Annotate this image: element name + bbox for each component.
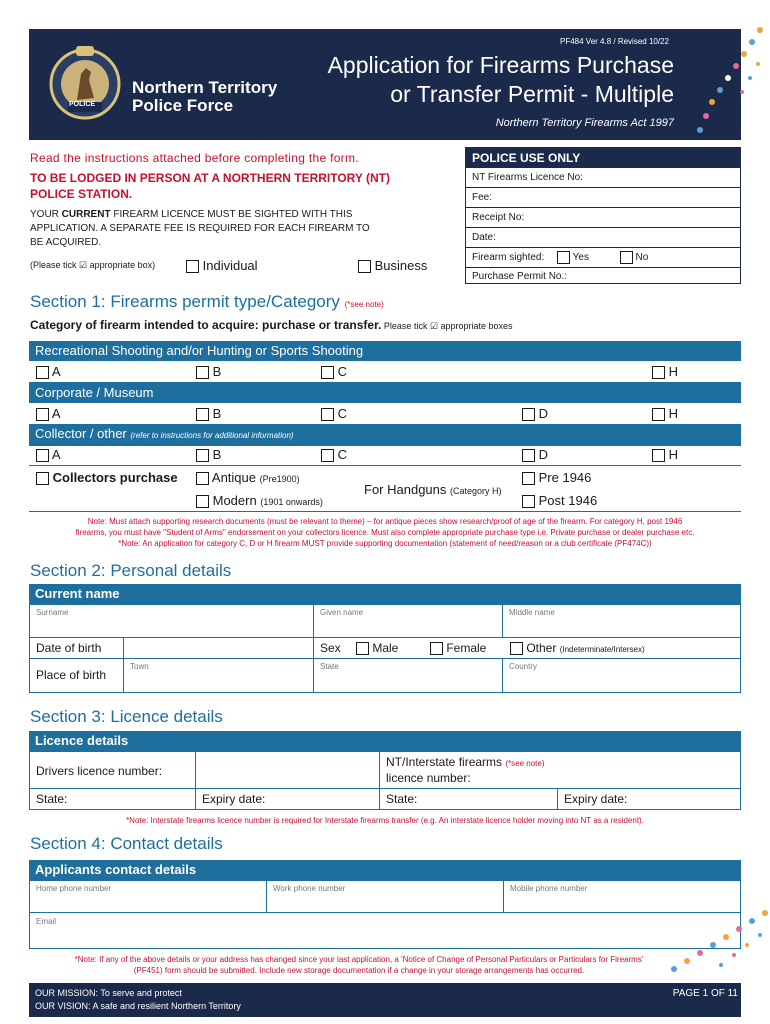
recreational-bar: Recreational Shooting and/or Hunting or Sports Shooting bbox=[29, 341, 741, 361]
coll-cat-b[interactable]: B bbox=[196, 447, 221, 462]
country-field[interactable]: Country bbox=[502, 658, 741, 693]
rec-c-checkbox[interactable] bbox=[321, 366, 334, 379]
coll-cat-h[interactable]: H bbox=[652, 447, 678, 462]
post1946-checkbox[interactable] bbox=[522, 495, 535, 508]
corp-c-checkbox[interactable] bbox=[321, 408, 334, 421]
rec-cat-a[interactable]: A bbox=[36, 364, 61, 379]
firearms-expiry-field[interactable]: Expiry date: bbox=[557, 788, 741, 810]
current-name-bar: Current name bbox=[29, 584, 741, 604]
applicant-individual[interactable]: Individual bbox=[186, 258, 258, 273]
business-checkbox[interactable] bbox=[358, 260, 371, 273]
given-name-field[interactable]: Given name bbox=[313, 604, 503, 638]
corp-cat-a[interactable]: A bbox=[36, 406, 61, 421]
sighted-no[interactable]: No bbox=[620, 252, 649, 263]
licence-no-field[interactable]: NT Firearms Licence No: bbox=[466, 168, 740, 188]
female-checkbox[interactable] bbox=[430, 642, 443, 655]
sex-row bbox=[313, 637, 741, 659]
pob-label: Place of birth bbox=[29, 658, 124, 693]
decorative-dots-icon bbox=[680, 20, 770, 150]
rec-cat-h[interactable]: H bbox=[652, 364, 678, 379]
pre1946-option[interactable]: Pre 1946 bbox=[522, 470, 591, 485]
corp-cat-b[interactable]: B bbox=[196, 406, 221, 421]
firearm-sighted-row: Firearm sighted: Yes No bbox=[466, 248, 740, 268]
pre1946-checkbox[interactable] bbox=[522, 472, 535, 485]
collectors-purchase-row bbox=[29, 466, 741, 512]
coll-cat-a[interactable]: A bbox=[36, 447, 61, 462]
section1-note: Note: Must attach supporting research documents (must be relevant to theme) – for antique pieces show research/proof of age of the firearm. For category H, post 1946 firearms, you must have "Student of Arms" endorsement on your collectors licence. Must also complete appropriate purchase type i.e. Private purchase or dealer purchase etc. *Note: An application for category C, D or H firearm MUST provide supporting documentation (statement of need/reason or a club certificate (PF474C)) bbox=[75, 517, 695, 548]
dob-label: Date of birth bbox=[29, 637, 124, 659]
sex-female[interactable]: Female bbox=[430, 641, 486, 655]
email-field[interactable]: Email bbox=[29, 912, 741, 949]
sighted-yes[interactable]: Yes bbox=[557, 252, 589, 263]
form-title: Application for Firearms Purchase or Transfer Permit - Multiple bbox=[327, 52, 674, 107]
badge-label: POLICE bbox=[69, 101, 96, 108]
section2-title: Section 2: Personal details bbox=[30, 561, 232, 580]
sighted-no-checkbox[interactable] bbox=[620, 251, 633, 264]
handguns-label: For Handguns (Category H) bbox=[364, 482, 502, 497]
male-checkbox[interactable] bbox=[356, 642, 369, 655]
corp-cat-h[interactable]: H bbox=[652, 406, 678, 421]
nt-interstate-licence-field[interactable]: NT/Interstate firearms (*see note) licence number: bbox=[379, 751, 741, 789]
rec-b-checkbox[interactable] bbox=[196, 366, 209, 379]
corp-h-checkbox[interactable] bbox=[652, 408, 665, 421]
mobile-phone-field[interactable]: Mobile phone number bbox=[503, 880, 741, 913]
police-use-title: POLICE USE ONLY bbox=[466, 148, 740, 168]
sighted-yes-checkbox[interactable] bbox=[557, 251, 570, 264]
corp-d-checkbox[interactable] bbox=[522, 408, 535, 421]
section3-title: Section 3: Licence details bbox=[30, 707, 223, 726]
drivers-licence-input[interactable] bbox=[195, 751, 380, 789]
fee-field[interactable]: Fee: bbox=[466, 188, 740, 208]
recreational-row bbox=[29, 361, 741, 383]
coll-b-checkbox[interactable] bbox=[196, 449, 209, 462]
corporate-bar: Corporate / Museum bbox=[29, 383, 741, 403]
section1-title: Section 1: Firearms permit type/Category (*see note) bbox=[30, 292, 384, 311]
collectors-purchase[interactable]: Collectors purchase bbox=[36, 470, 178, 485]
town-field[interactable]: Town bbox=[123, 658, 314, 693]
section4-note: *Note: If any of the above details or your address has changed since your last application, a 'Notice of Change of Personal Particulars or Particulars for Firearms' (PF451) form should be submitted. Include new storage documentation if a change in your storage arrangements has occurred. bbox=[74, 955, 644, 975]
rec-cat-b[interactable]: B bbox=[196, 364, 221, 379]
lodge-in-person: TO BE LODGED IN PERSON AT A NORTHERN TERRITORY (NT) POLICE STATION. bbox=[30, 171, 391, 201]
licence-details-bar: Licence details bbox=[29, 731, 741, 751]
police-use-box bbox=[465, 147, 741, 284]
coll-d-checkbox[interactable] bbox=[522, 449, 535, 462]
work-phone-field[interactable]: Work phone number bbox=[266, 880, 504, 913]
sex-male[interactable]: Male bbox=[356, 641, 398, 655]
agency-name: Northern Territory Police Force bbox=[132, 78, 278, 115]
rec-a-checkbox[interactable] bbox=[36, 366, 49, 379]
dob-input[interactable] bbox=[123, 637, 314, 659]
footer-mission: OUR MISSION: To serve and protect OUR VISION: A safe and resilient Northern Territory bbox=[35, 988, 241, 1011]
home-phone-field[interactable]: Home phone number bbox=[29, 880, 267, 913]
firearms-state-field[interactable]: State: bbox=[379, 788, 558, 810]
coll-cat-d[interactable]: D bbox=[522, 447, 548, 462]
corp-b-checkbox[interactable] bbox=[196, 408, 209, 421]
rec-cat-c[interactable]: C bbox=[321, 364, 347, 379]
section1-subtitle: Category of firearm intended to acquire: purchase or transfer. Please tick ☑ appropriate boxes bbox=[30, 318, 513, 332]
section4-title: Section 4: Contact details bbox=[30, 834, 223, 853]
applicant-business[interactable]: Business bbox=[358, 258, 427, 273]
sex-other[interactable]: Other (Indeterminate/Intersex) bbox=[510, 641, 645, 655]
section3-note: *Note: Interstate firearms licence number is required for Interstate firearms transfer (e.g. An interstate licence holder moving into NT as a resident). bbox=[126, 816, 644, 825]
post1946-option[interactable]: Post 1946 bbox=[522, 493, 597, 508]
decorative-dots-bottom-icon bbox=[600, 905, 770, 985]
state-field[interactable]: State bbox=[313, 658, 503, 693]
collectors-purchase-checkbox[interactable] bbox=[36, 472, 49, 485]
modern-option[interactable]: Modern (1901 onwards) bbox=[196, 493, 323, 508]
corp-a-checkbox[interactable] bbox=[36, 408, 49, 421]
corp-cat-c[interactable]: C bbox=[321, 406, 347, 421]
sex-label: Sex bbox=[320, 641, 341, 655]
other-checkbox[interactable] bbox=[510, 642, 523, 655]
coll-a-checkbox[interactable] bbox=[36, 449, 49, 462]
corporate-row bbox=[29, 403, 741, 425]
middle-name-field[interactable]: Middle name bbox=[502, 604, 741, 638]
coll-c-checkbox[interactable] bbox=[321, 449, 334, 462]
read-instructions: Read the instructions attached before completing the form. bbox=[30, 151, 359, 165]
page-number: PAGE 1 OF 11 bbox=[672, 988, 738, 999]
surname-field[interactable]: Surname bbox=[29, 604, 314, 638]
form-version: PF484 Ver 4.8 / Revised 10/22 bbox=[560, 37, 669, 46]
receipt-field[interactable]: Receipt No: bbox=[466, 208, 740, 228]
act-name: Northern Territory Firearms Act 1997 bbox=[495, 117, 674, 129]
police-crest-icon bbox=[46, 40, 124, 122]
individual-checkbox[interactable] bbox=[186, 260, 199, 273]
date-field[interactable]: Date: bbox=[466, 228, 740, 248]
licence-sighted-note: YOUR CURRENT FIREARM LICENCE MUST BE SIGHTED WITH THIS APPLICATION. A SEPARATE FEE IS REQUIRED FOR EACH FIREARM TO BE ACQUIRED. bbox=[30, 209, 370, 248]
tick-note: (Please tick ☑ appropriate box) bbox=[30, 260, 156, 270]
antique-option[interactable]: Antique (Pre1900) bbox=[196, 470, 300, 485]
coll-cat-c[interactable]: C bbox=[321, 447, 347, 462]
rec-h-checkbox[interactable] bbox=[652, 366, 665, 379]
drivers-state-field[interactable]: State: bbox=[29, 788, 196, 810]
coll-h-checkbox[interactable] bbox=[652, 449, 665, 462]
corp-cat-d[interactable]: D bbox=[522, 406, 548, 421]
contact-details-bar: Applicants contact details bbox=[29, 860, 741, 880]
permit-no-field[interactable]: Purchase Permit No.: bbox=[472, 271, 568, 282]
collector-row bbox=[29, 444, 741, 466]
modern-checkbox[interactable] bbox=[196, 495, 209, 508]
antique-checkbox[interactable] bbox=[196, 472, 209, 485]
collector-bar: Collector / other (refer to instructions for additional information) bbox=[29, 424, 741, 446]
drivers-licence-label: Drivers licence number: bbox=[29, 751, 196, 789]
drivers-expiry-field[interactable]: Expiry date: bbox=[195, 788, 380, 810]
